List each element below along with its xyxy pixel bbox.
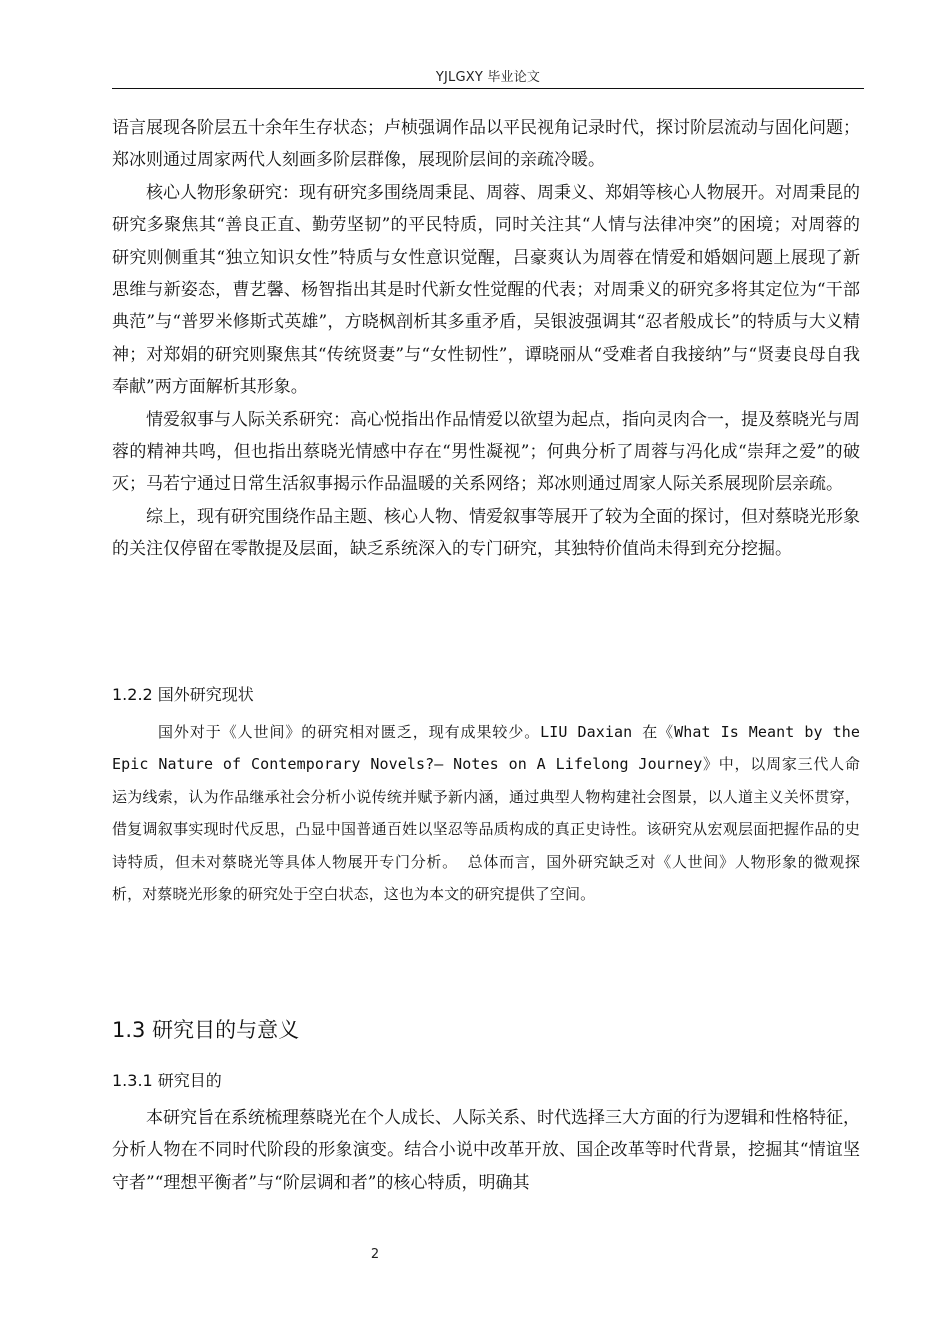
page-number: 2 (370, 1247, 380, 1262)
paragraph: 情爱叙事与人际关系研究：高心悦指出作品情爱以欲望为起点，指向灵肉合一，提及蔡晓光与周蓉的精神共鸣，但也指出蔡晓光情感中存在“男性凝视”；何典分析了周蓉与冯化成“崇拜之爱”的破灭；马若宁通过日常生活叙事揭示作品温暖的关系网络；郑冰则通过周家人际关系展现阶层亲疏。 (112, 409, 860, 495)
paragraph: 综上，现有研究围绕作品主题、核心人物、情爱叙事等展开了较为全面的探讨，但对蔡晓光形象的关注仅停留在零散提及层面，缺乏系统深入的专门研究，其独特价值尚未得到充分挖掘。 (112, 506, 860, 560)
section-heading-1-3: 1.3 研究目的与意义 (112, 1018, 300, 1042)
paragraph: 核心人物形象研究：现有研究多围绕周秉昆、周蓉、周秉义、郑娟等核心人物展开。对周秉昆的研究多聚焦其“善良正直、勤劳坚韧”的平民特质，同时关注其“人情与法律冲突”的困境；对周蓉的研究则侧重其“独立知识女性”特质与女性意识觉醒，吕豪爽认为周蓉在情爱和婚姻问题上展现了新思维与新姿态，曹艺馨、杨智指出其是时代新女性觉醒的代表；对周秉义的研究多将其定位为“干部典范”与“普罗米修斯式英雄”，方晓枫剖析其多重矛盾，吴银波强调其“忍者般成长”的特质与大义精神；对郑娟的研究则聚焦其“传统贤妻”与“女性韧性”，谭晓丽从“受难者自我接纳”与“贤妻良母自我奉献”两方面解析其形象。 (112, 182, 860, 398)
body-text-research-purpose (112, 1102, 860, 1199)
body-text-top (112, 112, 860, 566)
paragraph: 本研究旨在系统梳理蔡晓光在个人成长、人际关系、时代选择三大方面的行为逻辑和性格特征，分析人物在不同时代阶段的形象演变。结合小说中改革开放、国企改革等时代背景，挖掘其“情谊坚守者”“理想平衡者”与“阶层调和者”的核心特质，明确其 (112, 1108, 860, 1193)
section-heading-1-2-2: 1.2.2 国外研究现状 (112, 685, 254, 704)
paragraph: 语言展现各阶层五十余年生存状态；卢桢强调作品以平民视角记录时代，探讨阶层流动与固化问题；郑冰则通过周家两代人刻画多阶层群像，展现阶层间的亲疏冷暖。 (112, 118, 860, 171)
running-header: YJLGXY 毕业论文 (435, 70, 541, 85)
paragraph: 国外对于《人世间》的研究相对匮乏，现有成果较少。LIU Daxian 在《What Is Meant by the Epic Nature of Contemporary Novels?— Notes on A Lifelong Journey》中，以周家三代人命运为线索，认为作品继承社会分析小说传统并赋予新内涵，通过典型人物构建社会图景，以人道主义关怀贯穿，借复调叙事实现时代反思，凸显中国普通百姓以坚忍等品质构成的真正史诗性。该研究从宏观层面把握作品的史诗特质，但未对蔡晓光等具体人物展开专门分析。 总体而言，国外研究缺乏对《人世间》人物形象的微观探析，对蔡晓光形象的研究处于空白状态，这也为本文的研究提供了空间。 (112, 723, 860, 904)
header-rule (112, 88, 864, 89)
body-text-foreign-research (112, 716, 860, 910)
section-heading-1-3-1: 1.3.1 研究目的 (112, 1071, 222, 1090)
